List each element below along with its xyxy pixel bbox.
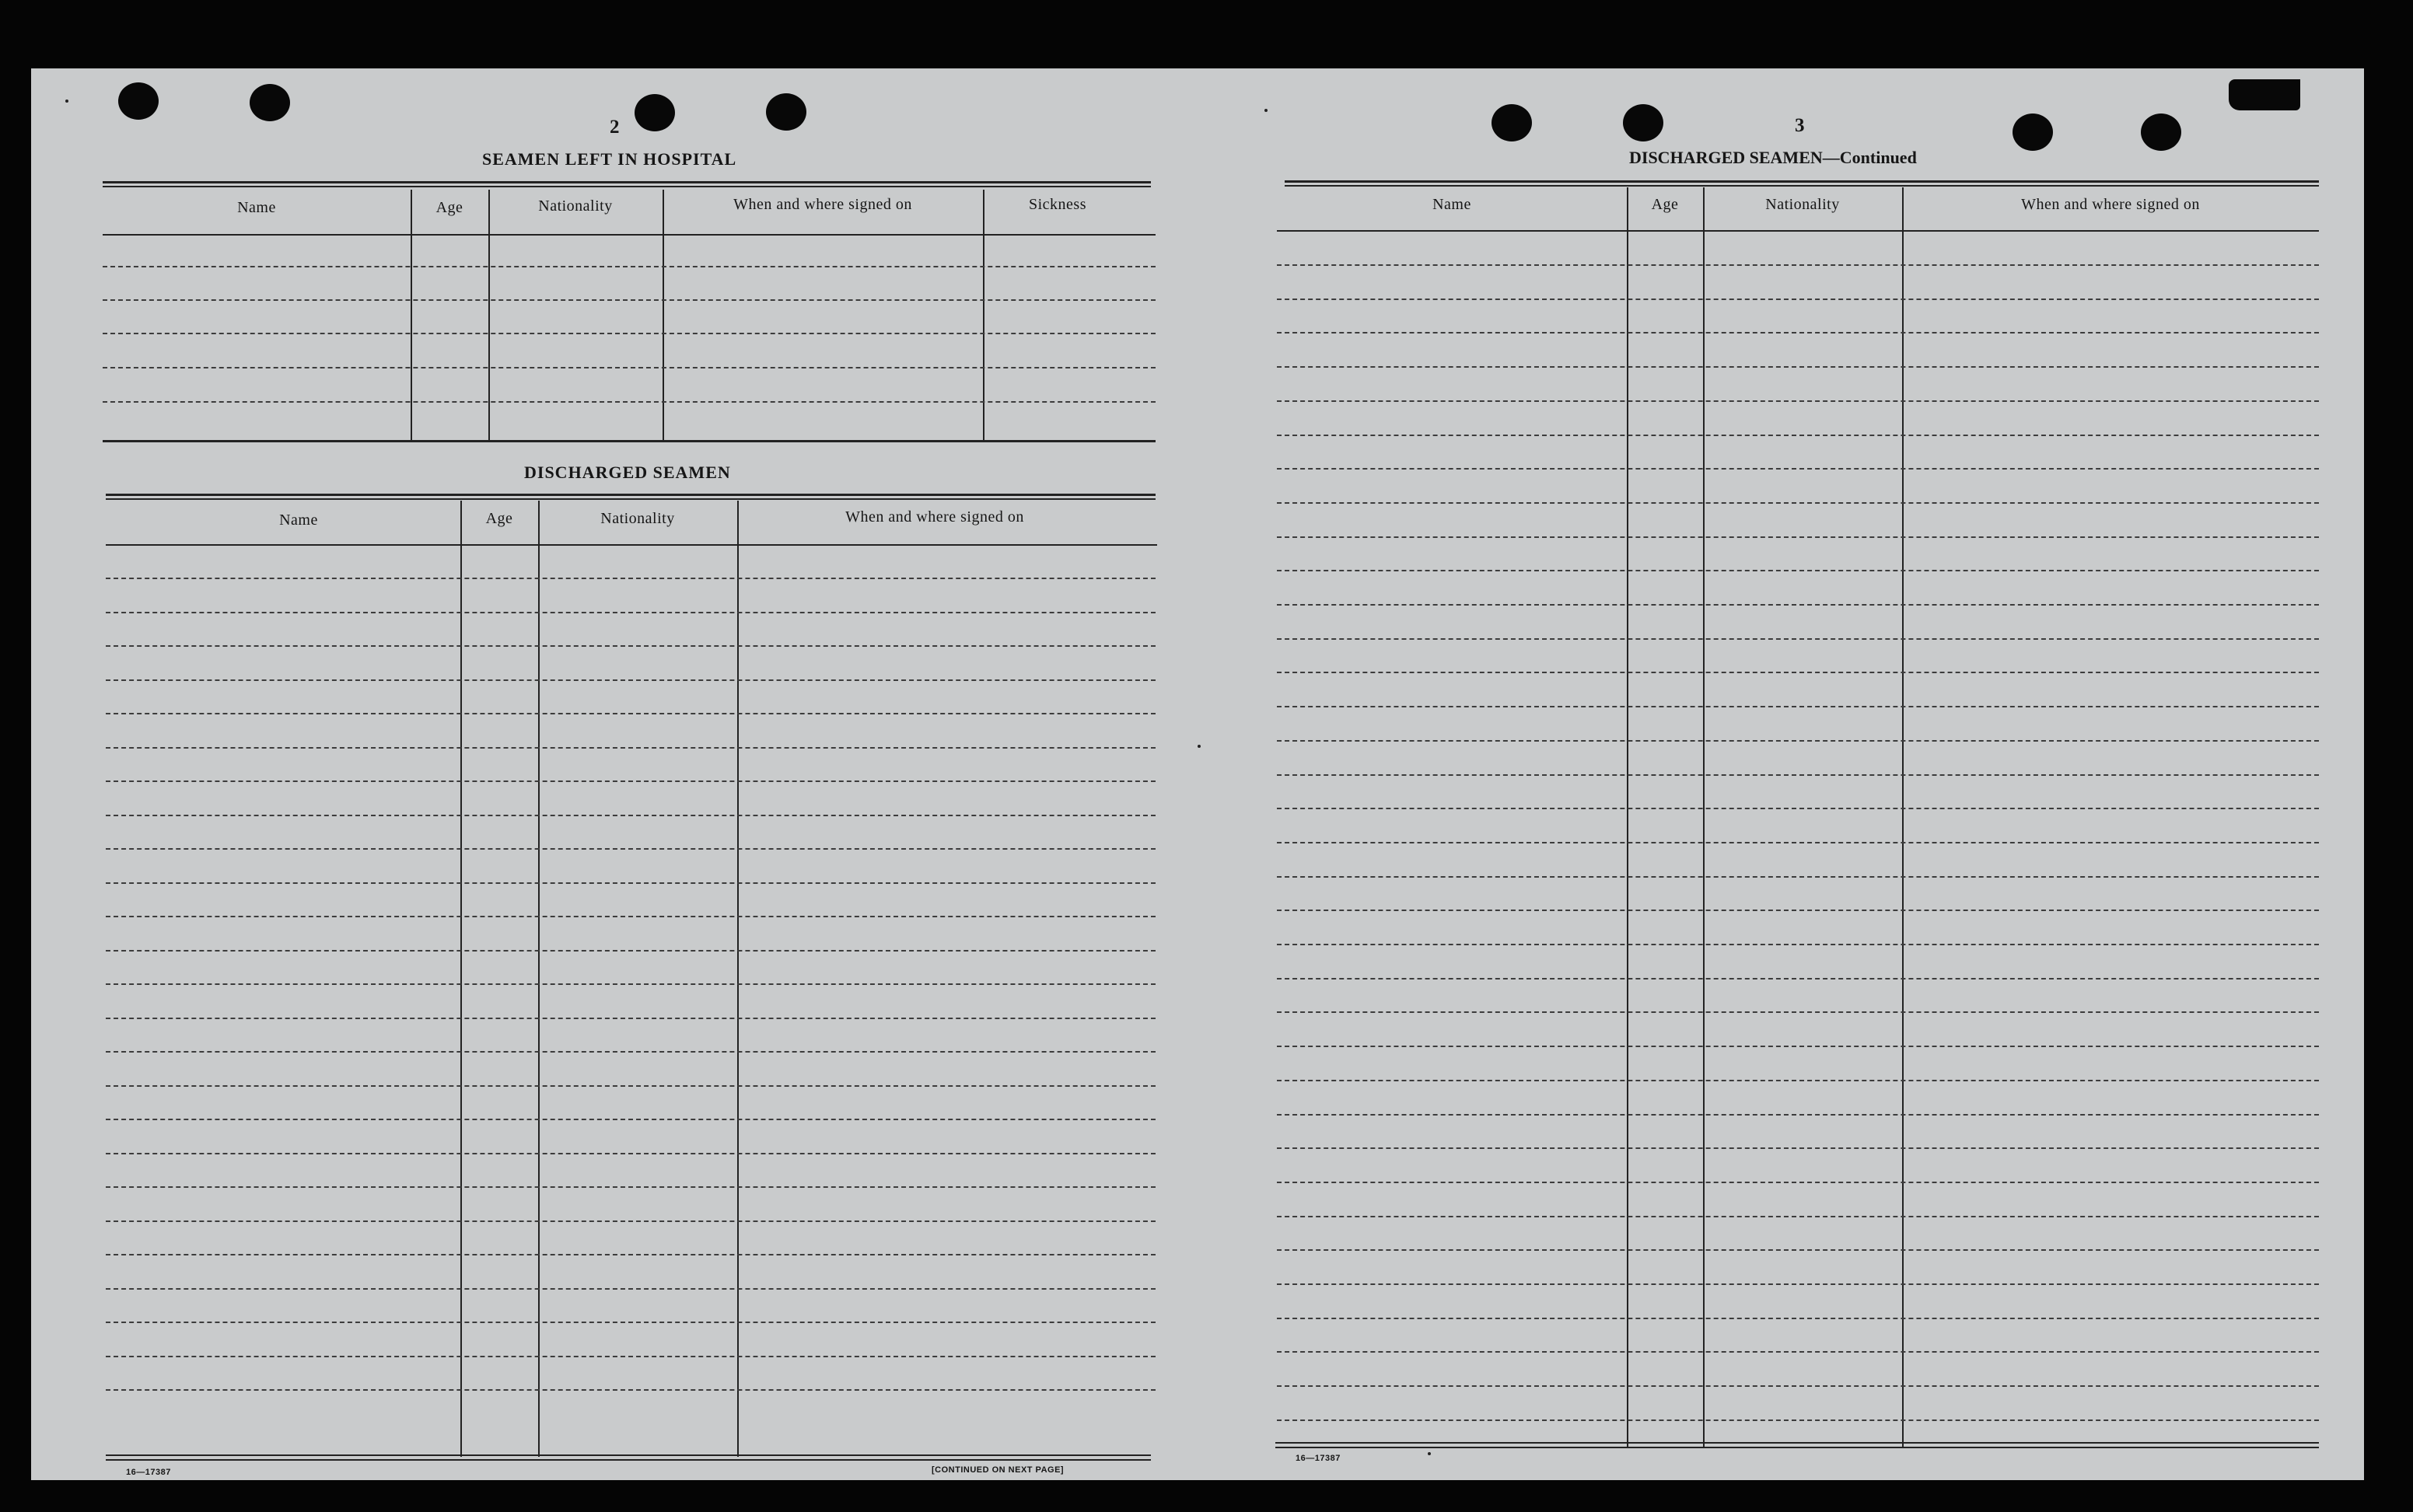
- continued-header-rule: [1277, 230, 2319, 232]
- table-row-line: [1277, 502, 2319, 504]
- punch-hole: [766, 93, 806, 131]
- table-row-line: [1277, 1351, 2319, 1353]
- table-row-line: [1277, 1419, 2319, 1421]
- table-row-line: [106, 1119, 1156, 1120]
- discharged-table-bottom-rule: [106, 1454, 1151, 1456]
- table-row-line: [106, 612, 1156, 613]
- table-row-line: [106, 1153, 1156, 1154]
- continued-note: [CONTINUED ON NEXT PAGE]: [932, 1465, 1065, 1475]
- table-row-line: [106, 882, 1156, 884]
- punch-hole: [635, 94, 675, 131]
- continued-table-top-rule: [1285, 180, 2319, 183]
- table-row-line: [1277, 672, 2319, 673]
- table-row-line: [106, 1356, 1156, 1357]
- table-row-line: [1277, 1011, 2319, 1013]
- table-row-line: [1277, 366, 2319, 368]
- table-row-line: [106, 1254, 1156, 1255]
- discharged-col-nationality: Nationality: [600, 510, 675, 527]
- table-row-line: [106, 1018, 1156, 1019]
- table-row-line: [1277, 299, 2319, 300]
- form-sheet: [31, 68, 2364, 1480]
- table-row-line: [106, 1051, 1156, 1053]
- table-row-line: [106, 848, 1156, 850]
- hospital-table-bottom-rule: [103, 440, 1156, 442]
- continued-col-age: Age: [1651, 196, 1679, 213]
- table-row-line: [1277, 638, 2319, 640]
- table-row-line: [1277, 1318, 2319, 1319]
- hospital-col-name: Name: [237, 199, 276, 216]
- table-row-line: [106, 1186, 1156, 1188]
- table-row-line: [1277, 536, 2319, 538]
- continued-col-nationality: Nationality: [1765, 196, 1840, 213]
- table-row-line: [1277, 1114, 2319, 1116]
- table-row-line: [1277, 604, 2319, 606]
- continued-section-title: [1629, 148, 1917, 168]
- discharged-header-rule: [106, 544, 1157, 546]
- continued-col-signed-on: When and where signed on: [2021, 196, 2200, 213]
- scan-speck: [1264, 109, 1268, 112]
- table-row-line: [1277, 468, 2319, 470]
- scan-speck: [65, 100, 68, 103]
- continued-table-bottom-rule: [1275, 1442, 2319, 1444]
- continued-title-suffix: —Continued: [1822, 148, 1917, 167]
- table-row-line: [1277, 1046, 2319, 1047]
- right-form-number: 16—17387: [1296, 1454, 1341, 1463]
- table-row-line: [106, 815, 1156, 816]
- torn-corner: [2229, 79, 2300, 110]
- hospital-section-title: SEAMEN LEFT IN HOSPITAL: [482, 149, 737, 169]
- hospital-row-line: [103, 299, 1156, 301]
- table-row-line: [1277, 978, 2319, 979]
- hospital-col-age: Age: [435, 199, 463, 216]
- hospital-header-rule: [103, 234, 1156, 236]
- table-row-line: [1277, 264, 2319, 266]
- table-row-line: [106, 679, 1156, 681]
- table-row-line: [1277, 774, 2319, 776]
- table-row-line: [1277, 1385, 2319, 1387]
- table-row-line: [106, 983, 1156, 985]
- discharged-col-name: Name: [279, 512, 318, 529]
- table-row-line: [106, 1322, 1156, 1323]
- table-row-line: [1277, 944, 2319, 945]
- table-row-line: [106, 1288, 1156, 1290]
- scan-speck: [1198, 745, 1201, 748]
- hospital-row-line: [103, 333, 1156, 334]
- table-row-line: [106, 1220, 1156, 1222]
- table-row-line: [1277, 876, 2319, 878]
- punch-hole: [118, 82, 159, 120]
- table-row-line: [106, 950, 1156, 952]
- table-row-line: [1277, 332, 2319, 333]
- table-row-line: [1277, 1080, 2319, 1081]
- table-row-line: [106, 780, 1156, 782]
- hospital-table-top-rule: [103, 181, 1151, 183]
- hospital-col-sickness: Sickness: [1029, 196, 1086, 213]
- table-row-line: [1277, 435, 2319, 436]
- right-page-number: 3: [1795, 115, 1805, 136]
- punch-hole: [2141, 113, 2181, 151]
- table-row-line: [1277, 1147, 2319, 1149]
- discharged-col-signed-on: When and where signed on: [845, 508, 1024, 526]
- scan-speck: [1428, 1452, 1431, 1455]
- table-row-line: [106, 1085, 1156, 1087]
- left-form-number: 16—17387: [126, 1468, 171, 1477]
- punch-hole: [250, 84, 290, 121]
- hospital-col-nationality: Nationality: [538, 197, 613, 215]
- table-row-line: [106, 713, 1156, 714]
- hospital-row-line: [103, 367, 1156, 368]
- table-row-line: [106, 747, 1156, 749]
- continued-col-name: Name: [1432, 196, 1471, 213]
- table-row-line: [1277, 706, 2319, 707]
- table-row-line: [106, 916, 1156, 917]
- discharged-table-top-rule: [106, 494, 1156, 496]
- hospital-row-line: [103, 401, 1156, 403]
- table-row-line: [1277, 1216, 2319, 1217]
- punch-hole: [1492, 104, 1532, 141]
- table-row-line: [106, 1389, 1156, 1391]
- left-page-number: 2: [610, 117, 620, 138]
- table-row-line: [1277, 910, 2319, 911]
- continued-title-main: DISCHARGED SEAMEN: [1629, 148, 1823, 167]
- table-row-line: [106, 645, 1156, 647]
- table-row-line: [1277, 400, 2319, 402]
- table-row-line: [1277, 740, 2319, 742]
- punch-hole: [2013, 113, 2053, 151]
- table-row-line: [106, 578, 1156, 579]
- table-row-line: [1277, 1249, 2319, 1251]
- discharged-section-title: DISCHARGED SEAMEN: [524, 463, 731, 482]
- table-row-line: [1277, 1182, 2319, 1183]
- table-row-line: [1277, 842, 2319, 843]
- table-row-line: [1277, 1283, 2319, 1285]
- table-row-line: [1277, 570, 2319, 571]
- table-row-line: [1277, 808, 2319, 809]
- punch-hole: [1623, 104, 1663, 141]
- hospital-row-line: [103, 266, 1156, 267]
- discharged-col-age: Age: [485, 510, 513, 527]
- hospital-col-signed-on: When and where signed on: [733, 196, 912, 213]
